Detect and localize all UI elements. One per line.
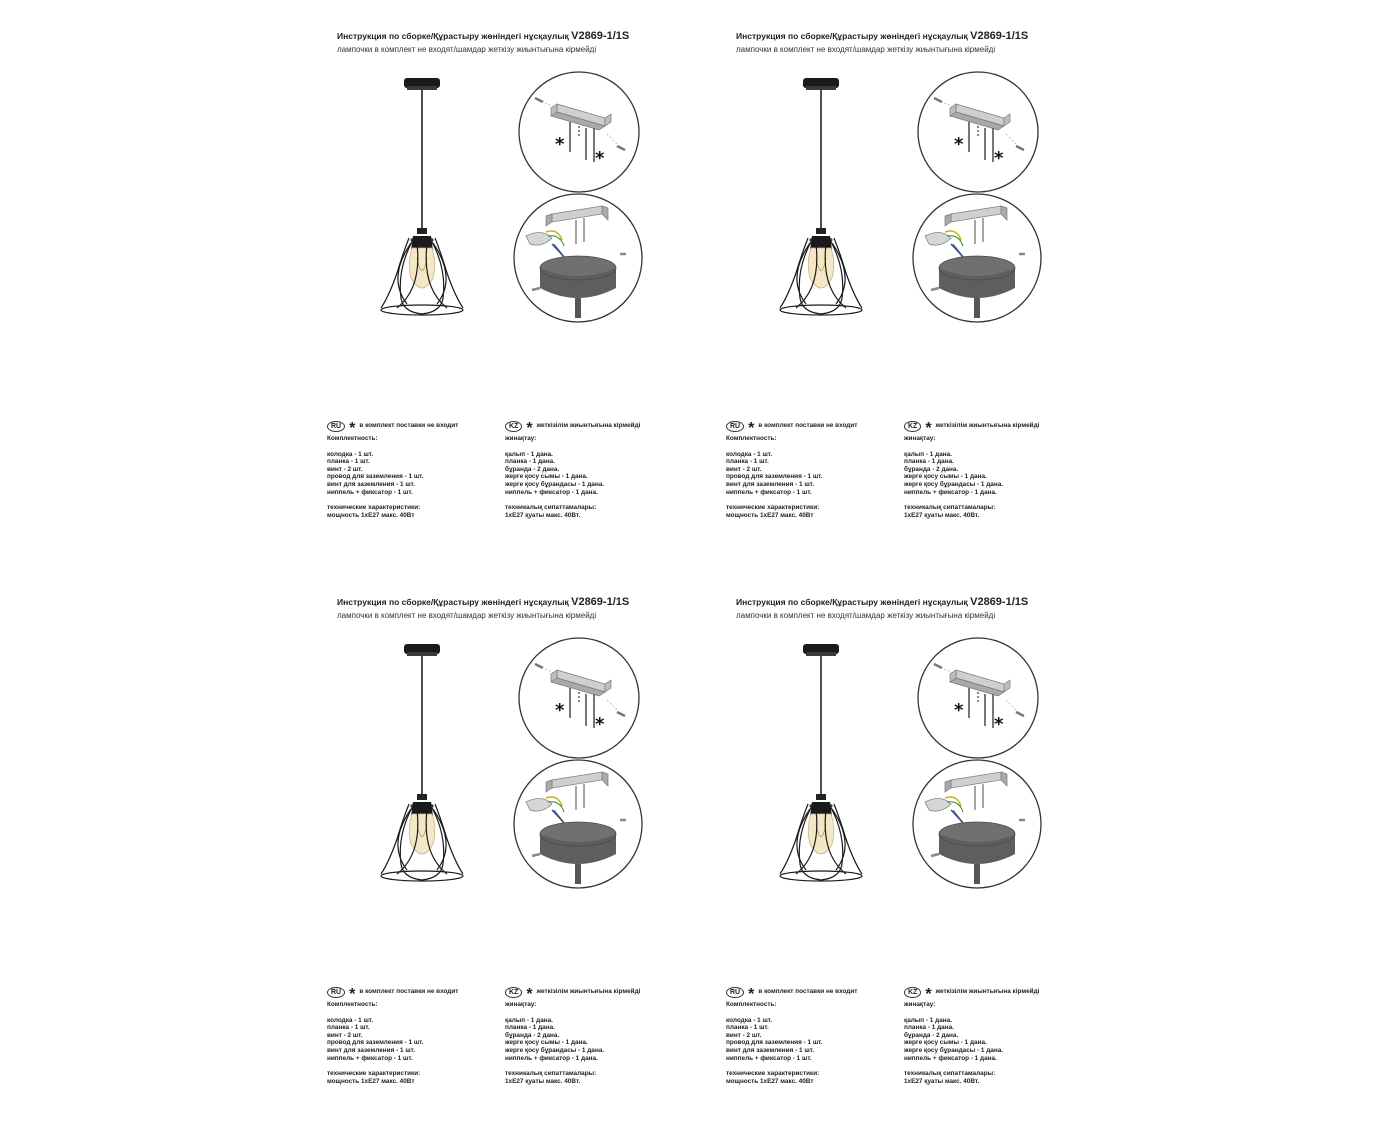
star-marker: * <box>595 714 605 735</box>
sheet-subtitle: лампочки в комплект не входят/шамдар жеткізу жиынтығына кірмейді <box>736 611 996 620</box>
sheet-title <box>337 30 629 42</box>
ru-item: винт для заземления - 1 шт. <box>327 1046 415 1054</box>
title-text: Инструкция по сборке/Құрастыру жөніндегі нұсқаулық <box>736 597 971 607</box>
kz-item: қалып - 1 дана. <box>904 1016 952 1024</box>
ru-spec-value: мощность 1хЕ27 макс. 40Вт <box>726 1077 814 1085</box>
ru-item: винт - 2 шт. <box>726 465 762 473</box>
kz-item: ниппель + фиксатор - 1 дана. <box>904 1054 997 1062</box>
ru-item: ниппель + фиксатор - 1 шт. <box>327 1054 413 1062</box>
kz-specification-block <box>505 986 675 1085</box>
kz-contents-heading: жинақтау: <box>505 1001 537 1008</box>
kz-item: бұранда - 2 дана. <box>904 465 959 473</box>
ru-item: винт - 2 шт. <box>327 1031 363 1039</box>
kz-item: қалып - 1 дана. <box>904 450 952 458</box>
sheet-subtitle: лампочки в комплект не входят/шамдар жеткізу жиынтығына кірмейді <box>736 45 996 54</box>
kz-item: жерге қосу бұрандасы - 1 дана. <box>505 480 605 488</box>
star-marker: * <box>595 148 605 169</box>
kz-specification-block <box>904 420 1074 519</box>
ru-spec <box>726 1070 896 1085</box>
ru-specification-block <box>726 420 896 519</box>
kz-item: қалып - 1 дана. <box>505 1016 553 1024</box>
ru-item: колодка - 1 шт. <box>327 450 374 458</box>
kz-not-included-note: жеткізілім жиынтығына кірмейді <box>536 988 641 996</box>
ru-item: винт - 2 шт. <box>726 1031 762 1039</box>
kz-spec <box>505 1070 675 1085</box>
kz-spec-title: техникалық сипаттамалары: <box>505 1070 597 1078</box>
star-marker: * <box>994 148 1004 169</box>
instruction-sheet-br <box>706 566 1106 1126</box>
ru-item: колодка - 1 шт. <box>726 1016 773 1024</box>
kz-not-included-note: жеткізілім жиынтығына кірмейді <box>935 988 1040 996</box>
kz-item: жерге қосу сымы - 1 дана. <box>505 1039 588 1047</box>
ru-item: планка - 1 шт. <box>327 1024 370 1032</box>
ru-item: винт для заземления - 1 шт. <box>327 480 415 488</box>
instruction-sheet-bl <box>307 566 707 1126</box>
kz-spec-value: 1хЕ27 қуаты макс. 40Вт. <box>505 1077 581 1085</box>
ru-item: ниппель + фиксатор - 1 шт. <box>726 488 812 496</box>
star-marker: * <box>349 420 356 437</box>
ru-items-list <box>726 1017 896 1063</box>
kz-items-list <box>904 451 1074 497</box>
kz-language-badge: KZ <box>904 987 921 998</box>
kz-item: қалып - 1 дана. <box>505 450 553 458</box>
instruction-sheet-tr <box>706 0 1106 560</box>
kz-item: планка - 1 дана. <box>505 458 555 466</box>
canopy-wiring-detail <box>911 192 1043 324</box>
ru-item: ниппель + фиксатор - 1 шт. <box>327 488 413 496</box>
ru-item: планка - 1 шт. <box>726 458 769 466</box>
ru-item: провод для заземления - 1 шт. <box>327 1039 424 1047</box>
ru-language-badge: RU <box>327 987 345 998</box>
ru-language-badge: RU <box>327 421 345 432</box>
star-marker: * <box>994 714 1004 735</box>
kz-contents-heading: жинақтау: <box>904 1001 936 1008</box>
kz-contents-heading: жинақтау: <box>904 435 936 442</box>
kz-not-included-note: жеткізілім жиынтығына кірмейді <box>935 422 1040 430</box>
sheet-subtitle: лампочки в комплект не входят/шамдар жеткізу жиынтығына кірмейді <box>337 45 597 54</box>
kz-not-included-note: жеткізілім жиынтығына кірмейді <box>536 422 641 430</box>
kz-item: планка - 1 дана. <box>505 1024 555 1032</box>
sheet-subtitle: лампочки в комплект не входят/шамдар жеткізу жиынтығына кірмейді <box>337 611 597 620</box>
kz-language-badge: KZ <box>505 421 522 432</box>
pendant-lamp-illustration <box>766 634 876 894</box>
sheet-title <box>736 30 1028 42</box>
star-marker: * <box>954 134 964 155</box>
ru-spec-value: мощность 1хЕ27 макс. 40Вт <box>327 1077 415 1085</box>
ru-language-badge: RU <box>726 987 744 998</box>
canopy-wiring-detail <box>512 192 644 324</box>
ru-items-list <box>726 451 896 497</box>
star-marker: * <box>555 700 565 721</box>
title-text: Инструкция по сборке/Құрастыру жөніндегі нұсқаулық <box>337 597 572 607</box>
ru-item: винт для заземления - 1 шт. <box>726 1046 814 1054</box>
mounting-bracket-detail <box>916 70 1040 194</box>
ru-item: колодка - 1 шт. <box>726 450 773 458</box>
kz-item: жерге қосу сымы - 1 дана. <box>904 473 987 481</box>
ru-spec-title: технические характеристики: <box>726 1070 820 1078</box>
star-marker: * <box>748 420 755 437</box>
ru-spec <box>327 504 497 519</box>
kz-spec <box>904 1070 1074 1085</box>
kz-spec-title: техникалық сипаттамалары: <box>904 1070 996 1078</box>
canopy-wiring-detail <box>911 758 1043 890</box>
ru-item: планка - 1 шт. <box>327 458 370 466</box>
star-marker: * <box>555 134 565 155</box>
kz-item: планка - 1 дана. <box>904 1024 954 1032</box>
model-number: V2869-1/1S <box>571 596 630 608</box>
kz-spec-value: 1хЕ27 қуаты макс. 40Вт. <box>904 511 980 519</box>
kz-item: ниппель + фиксатор - 1 дана. <box>904 488 997 496</box>
kz-spec-title: техникалық сипаттамалары: <box>904 504 996 512</box>
ru-item: планка - 1 шт. <box>726 1024 769 1032</box>
kz-spec <box>904 504 1074 519</box>
pendant-lamp-illustration <box>766 68 876 328</box>
ru-language-badge: RU <box>726 421 744 432</box>
kz-item: жерге қосу сымы - 1 дана. <box>505 473 588 481</box>
ru-specification-block <box>327 420 497 519</box>
kz-specification-block <box>904 986 1074 1085</box>
kz-item: бұранда - 2 дана. <box>904 1031 959 1039</box>
star-marker: * <box>925 420 932 437</box>
ru-spec-title: технические характеристики: <box>327 504 421 512</box>
star-marker: * <box>748 986 755 1003</box>
ru-spec-value: мощность 1хЕ27 макс. 40Вт <box>327 511 415 519</box>
pendant-lamp-illustration <box>367 634 477 894</box>
kz-spec-title: техникалық сипаттамалары: <box>505 504 597 512</box>
mounting-bracket-detail <box>517 70 641 194</box>
ru-contents-heading: Комплектность: <box>327 435 378 442</box>
ru-not-included-note: в комплект поставки не входит <box>359 988 459 996</box>
ru-not-included-note: в комплект поставки не входит <box>758 422 858 430</box>
star-marker: * <box>349 986 356 1003</box>
mounting-bracket-detail <box>517 636 641 760</box>
kz-item: жерге қосу сымы - 1 дана. <box>904 1039 987 1047</box>
ru-specification-block <box>726 986 896 1085</box>
kz-language-badge: KZ <box>904 421 921 432</box>
sheet-title <box>736 596 1028 608</box>
kz-contents-heading: жинақтау: <box>505 435 537 442</box>
ru-item: провод для заземления - 1 шт. <box>726 1039 823 1047</box>
ru-not-included-note: в комплект поставки не входит <box>359 422 459 430</box>
model-number: V2869-1/1S <box>970 596 1029 608</box>
ru-contents-heading: Комплектность: <box>726 435 777 442</box>
ru-not-included-note: в комплект поставки не входит <box>758 988 858 996</box>
ru-spec-title: технические характеристики: <box>327 1070 421 1078</box>
kz-item: ниппель + фиксатор - 1 дана. <box>505 1054 598 1062</box>
kz-specification-block <box>505 420 675 519</box>
ru-item: винт для заземления - 1 шт. <box>726 480 814 488</box>
kz-items-list <box>904 1017 1074 1063</box>
ru-item: колодка - 1 шт. <box>327 1016 374 1024</box>
star-marker: * <box>925 986 932 1003</box>
pendant-lamp-illustration <box>367 68 477 328</box>
canopy-wiring-detail <box>512 758 644 890</box>
ru-item: ниппель + фиксатор - 1 шт. <box>726 1054 812 1062</box>
kz-item: ниппель + фиксатор - 1 дана. <box>505 488 598 496</box>
ru-item: провод для заземления - 1 шт. <box>327 473 424 481</box>
ru-spec <box>327 1070 497 1085</box>
title-text: Инструкция по сборке/Құрастыру жөніндегі нұсқаулық <box>337 31 572 41</box>
instruction-sheet-tl <box>307 0 707 560</box>
star-marker: * <box>954 700 964 721</box>
sheet-title <box>337 596 629 608</box>
ru-spec-title: технические характеристики: <box>726 504 820 512</box>
kz-item: жерге қосу бұрандасы - 1 дана. <box>904 1046 1004 1054</box>
ru-contents-heading: Комплектность: <box>726 1001 777 1008</box>
kz-items-list <box>505 451 675 497</box>
kz-item: бұранда - 2 дана. <box>505 1031 560 1039</box>
ru-contents-heading: Комплектность: <box>327 1001 378 1008</box>
title-text: Инструкция по сборке/Құрастыру жөніндегі нұсқаулық <box>736 31 971 41</box>
kz-item: бұранда - 2 дана. <box>505 465 560 473</box>
ru-specification-block <box>327 986 497 1085</box>
kz-language-badge: KZ <box>505 987 522 998</box>
kz-items-list <box>505 1017 675 1063</box>
mounting-bracket-detail <box>916 636 1040 760</box>
star-marker: * <box>526 986 533 1003</box>
kz-item: планка - 1 дана. <box>904 458 954 466</box>
ru-spec <box>726 504 896 519</box>
model-number: V2869-1/1S <box>571 30 630 42</box>
ru-item: провод для заземления - 1 шт. <box>726 473 823 481</box>
ru-items-list <box>327 451 497 497</box>
kz-spec-value: 1хЕ27 қуаты макс. 40Вт. <box>505 511 581 519</box>
star-marker: * <box>526 420 533 437</box>
ru-items-list <box>327 1017 497 1063</box>
ru-item: винт - 2 шт. <box>327 465 363 473</box>
kz-item: жерге қосу бұрандасы - 1 дана. <box>904 480 1004 488</box>
model-number: V2869-1/1S <box>970 30 1029 42</box>
ru-spec-value: мощность 1хЕ27 макс. 40Вт <box>726 511 814 519</box>
kz-spec <box>505 504 675 519</box>
kz-spec-value: 1хЕ27 қуаты макс. 40Вт. <box>904 1077 980 1085</box>
kz-item: жерге қосу бұрандасы - 1 дана. <box>505 1046 605 1054</box>
